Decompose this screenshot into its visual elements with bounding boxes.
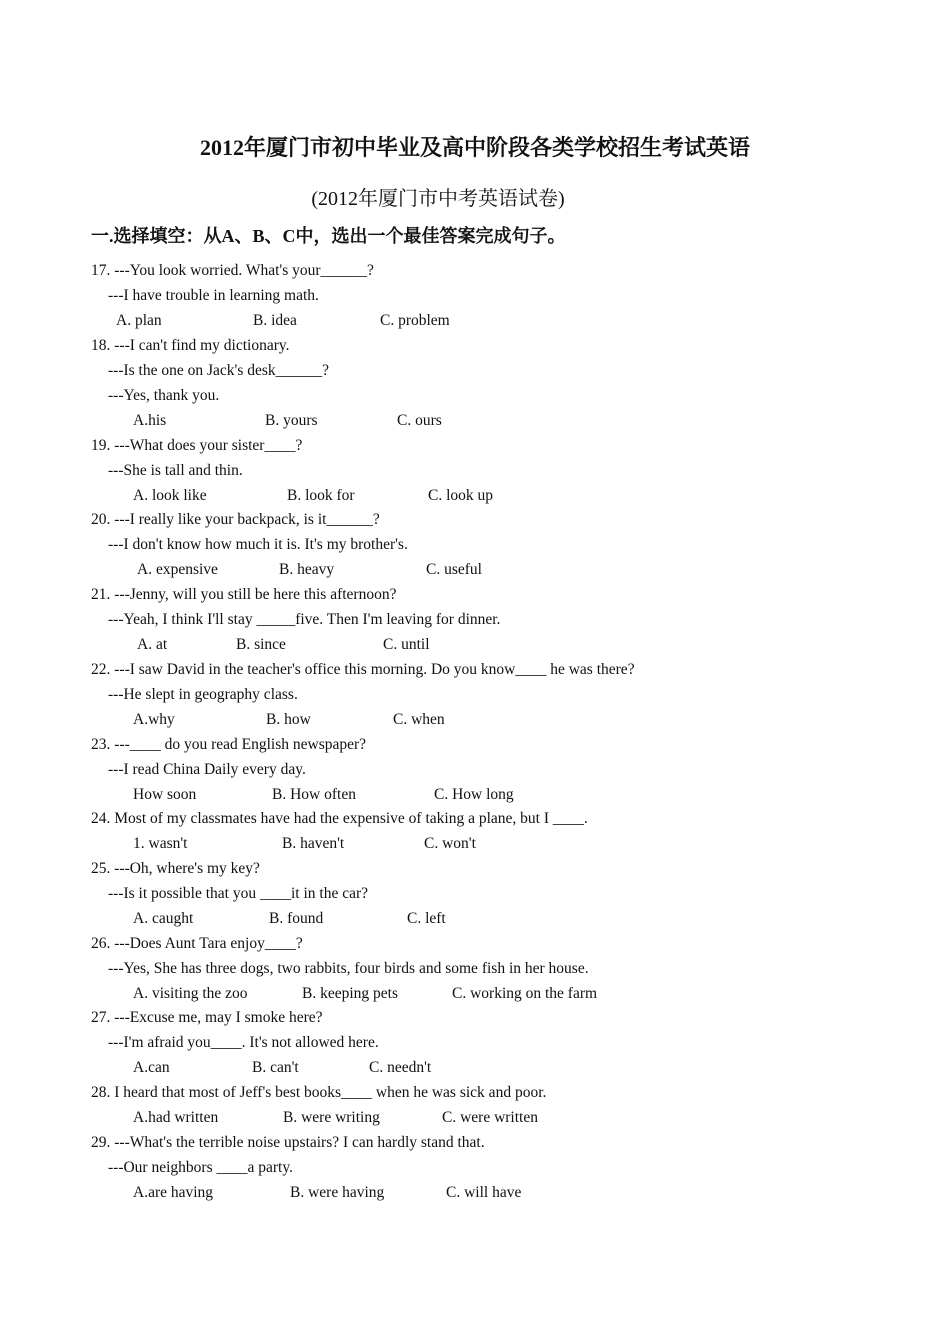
question-21-option-c: C. until [383,636,430,653]
question-28-option-c: C. were written [442,1109,538,1126]
question-29-option-a: A.are having [133,1184,214,1201]
question-25-option-b: B. found [269,910,324,927]
question-22-option-b: B. how [266,711,311,728]
question-23-reply: ---I read China Daily every day. [108,761,306,778]
question-19-option-c: C. look up [428,487,494,504]
question-19-option-a: A. look like [133,487,207,504]
question-22-reply: ---He slept in geography class. [108,686,298,703]
question-18-option-a: A.his [133,412,167,429]
question-29-option-c: C. will have [446,1184,522,1201]
question-26-reply: ---Yes, She has three dogs, two rabbits, four birds and some fish in her house. [108,960,589,977]
question-27-option-a: A.can [133,1059,170,1076]
question-20-option-a: A. expensive [137,561,218,578]
question-18-option-b: B. yours [265,412,318,429]
question-20-option-b: B. heavy [279,561,335,578]
question-23-option-a: How soon [133,786,197,803]
question-27-option-c: C. needn't [369,1059,432,1076]
question-27-option-b: B. can't [252,1059,299,1076]
question-25-option-a: A. caught [133,910,194,927]
question-21-stem: 21. ---Jenny, will you still be here this afternoon? [91,586,397,603]
question-26-option-b: B. keeping pets [302,985,398,1002]
section-heading: 一.选择填空：从A、B、C中，选出一个最佳答案完成句子。 [91,226,566,246]
question-21-option-b: B. since [236,636,286,653]
question-17-option-a: A. plan [116,312,162,329]
question-23-option-b: B. How often [272,786,356,803]
question-24-option-c: C. won't [424,835,476,852]
question-18-stem: 18. ---I can't find my dictionary. [91,337,290,354]
question-23-option-c: C. How long [434,786,514,803]
question-25-reply: ---Is it possible that you ____it in the car? [108,885,368,902]
question-25-option-c: C. left [407,910,446,927]
question-18-option-c: C. ours [397,412,442,429]
question-29-stem: 29. ---What's the terrible noise upstairs? I can hardly stand that. [91,1134,485,1151]
question-17-reply: ---I have trouble in learning math. [108,287,319,304]
question-22-option-a: A.why [133,711,175,728]
question-29-reply: ---Our neighbors ____a party. [108,1159,293,1176]
question-27-reply: ---I'm afraid you____. It's not allowed here. [108,1034,379,1051]
document-subtitle: (2012年厦门市中考英语试卷) [311,188,565,210]
question-25-stem: 25. ---Oh, where's my key? [91,860,260,877]
question-28-stem: 28. I heard that most of Jeff's best books____ when he was sick and poor. [91,1084,547,1101]
question-19-stem: 19. ---What does your sister____? [91,437,303,454]
question-22-option-c: C. when [393,711,445,728]
question-21-reply: ---Yeah, I think I'll stay _____five. Then I'm leaving for dinner. [108,611,501,628]
question-23-stem: 23. ---____ do you read English newspaper? [91,736,367,753]
question-22-stem: 22. ---I saw David in the teacher's office this morning. Do you know____ he was there? [91,661,635,678]
question-24-stem: 24. Most of my classmates have had the expensive of taking a plane, but I ____. [91,810,588,827]
question-29-option-b: B. were having [290,1184,385,1201]
question-19-reply: ---She is tall and thin. [108,462,243,479]
question-24-option-b: B. haven't [282,835,345,852]
question-20-reply: ---I don't know how much it is. It's my brother's. [108,536,408,553]
question-24-option-a: 1. wasn't [133,835,188,852]
question-20-stem: 20. ---I really like your backpack, is it______? [91,511,380,528]
question-27-stem: 27. ---Excuse me, may I smoke here? [91,1009,323,1026]
question-17-option-c: C. problem [380,312,450,329]
question-17-stem: 17. ---You look worried. What's your______? [91,262,374,279]
question-17-option-b: B. idea [253,312,297,329]
question-26-option-a: A. visiting the zoo [133,985,248,1002]
question-26-option-c: C. working on the farm [452,985,598,1002]
question-21-option-a: A. at [137,636,168,653]
question-18-reply-2: ---Yes, thank you. [108,387,220,404]
question-18-reply: ---Is the one on Jack's desk______? [108,362,330,379]
question-28-option-a: A.had written [133,1109,219,1126]
question-20-option-c: C. useful [426,561,482,578]
document-title: 2012年厦门市初中毕业及高中阶段各类学校招生考试英语 [199,135,750,160]
question-28-option-b: B. were writing [283,1109,380,1126]
question-19-option-b: B. look for [287,487,355,504]
question-26-stem: 26. ---Does Aunt Tara enjoy____? [91,935,303,952]
